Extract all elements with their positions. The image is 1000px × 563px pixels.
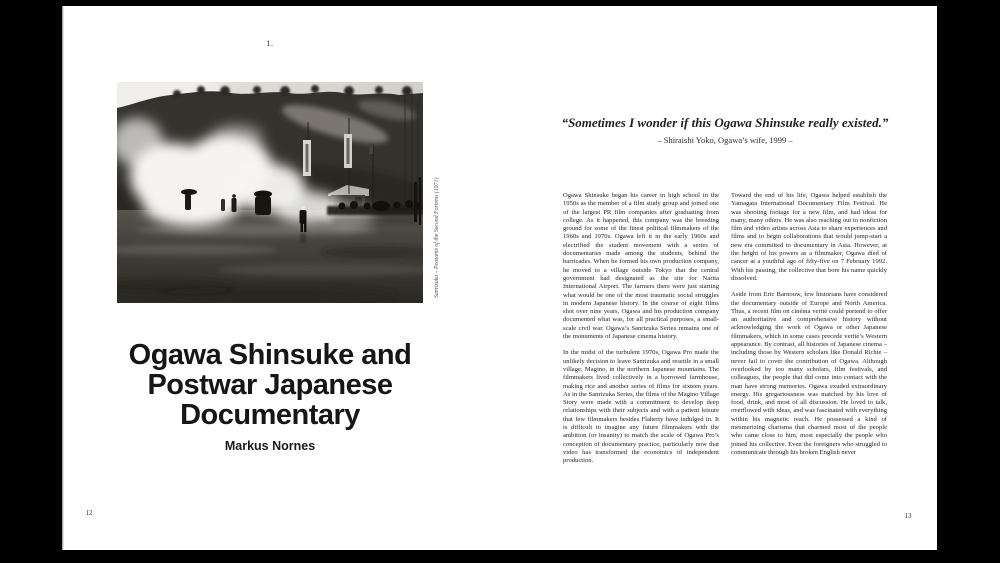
body-paragraph: In the midst of the turbulent 1970s, Ogawa Pro made the unlikely decision to leave Sanrizuka and resettle in a small village, Magino, in the northern Japanese mountains. The filmmakers lived collectively in a borrowed farmhouse, making rice and another series of films for sixteen years. As in the Sanrizuka Series, the films of the Magino Village Story were made with a commitment to develop deep relationships with their subjects and with a patient leisure that few filmmakers besides Flaherty have indulged in. It is difficult to imagine any future filmmakers with the ambition (or insanity) to match the scale of Ogawa Pro’s conception of documentary practice, particularly now that video has transformed the economics of independent production. [563, 349, 719, 465]
documentary-photo [117, 82, 423, 303]
chapter-number: 1. [266, 39, 274, 48]
body-paragraph: Toward the end of his life, Ogawa helped establish the Yamagata International Documentary Film Festival. He was shooting footage for a new film, and had ideas for many, many others. He was also reaching out to nonfiction film and video artists across Asia to share experiences and films and to begin collaborations that would jump-start a new era committed to documentary in Asia. However, at the height of his powers as a filmmaker, Ogawa died of cancer at a youthful age of fifty-five on 7 February 1992. With his passing, the collective that bore his name quickly dissolved. [731, 192, 887, 282]
author-name: Markus Nornes [224, 439, 316, 453]
book-spread [62, 6, 937, 550]
title-line-1: Ogawa Shinsuke and [128, 339, 412, 371]
photo-caption: Sanrizuka – Peasants of the Second Fortress (1971) [434, 177, 440, 298]
epigraph-quote: “Sometimes I wonder if this Ogawa Shinsuke really existed.” [561, 115, 889, 130]
title-line-3: Documentary [180, 399, 360, 431]
body-paragraph: Ogawa Shinsuke began his career in high school in the 1950s as the member of a film study group and joined one of the largest PR film companies after graduating from college. As it happened, this company was the breeding ground for some of the finest political filmmakers of the 1960s and 1970s. Ogawa left it in the early 1960s and electrified the student movement with a series of documentaries made among the students, behind the barricades. When he formed his own production company, he moved to a village outside Tokyo that the central government had designated as the site for Narita International Airport. The farmers there were just starting what would be one of the most traumatic social struggles in modern Japanese history. In the course of eight films shot over nine years, Ogawa and his production company documented what was, for all practical purposes, a small-scale civil war. Ogawa’s Sanrizuka Series remains one of the monuments of Japanese cinema history. [563, 192, 719, 341]
text-column-2 [731, 192, 887, 465]
text-column-1 [563, 192, 719, 474]
article-title [70, 340, 470, 430]
photo-illustration [117, 82, 423, 303]
page-number-right: 13 [904, 512, 912, 520]
page-number-left: 12 [85, 509, 93, 517]
epigraph-attribution: – Shiraishi Yoko, Ogawa’s wife, 1999 – [657, 135, 793, 145]
body-paragraph: Aside from Eric Barnouw, few historians have considered the documentary outside of Europe and North America. Thus, a recent film on cinéma verité could portend to offer an authoritative and comprehensive history without acknowledging the work of Ogawa or other Japanese filmmakers, which in some cases precede verité’s Western appearance. By contrast, all histories of Japanese cinema – including those by Western scholars like Donald Richie – never fail to cover the contribution of Ogawa. Although overlooked by too many scholars, film festivals, and colleagues, the people that did come into contact with the man have strong memories. Ogawa exuded extraordinary energy. His gregariousness was matched by his love of food, drink, and most of all discussion. He loved to talk, overflowed with ideas, and was fascinated with everything within his magnetic reach. He possessed a kind of mesmerizing charisma that charmed most of the people who came close to him, most especially the people who joined his collective. Even the foreigners who struggled to communicate through his broken English never [731, 291, 887, 456]
title-line-2: Postwar Japanese [147, 369, 393, 401]
